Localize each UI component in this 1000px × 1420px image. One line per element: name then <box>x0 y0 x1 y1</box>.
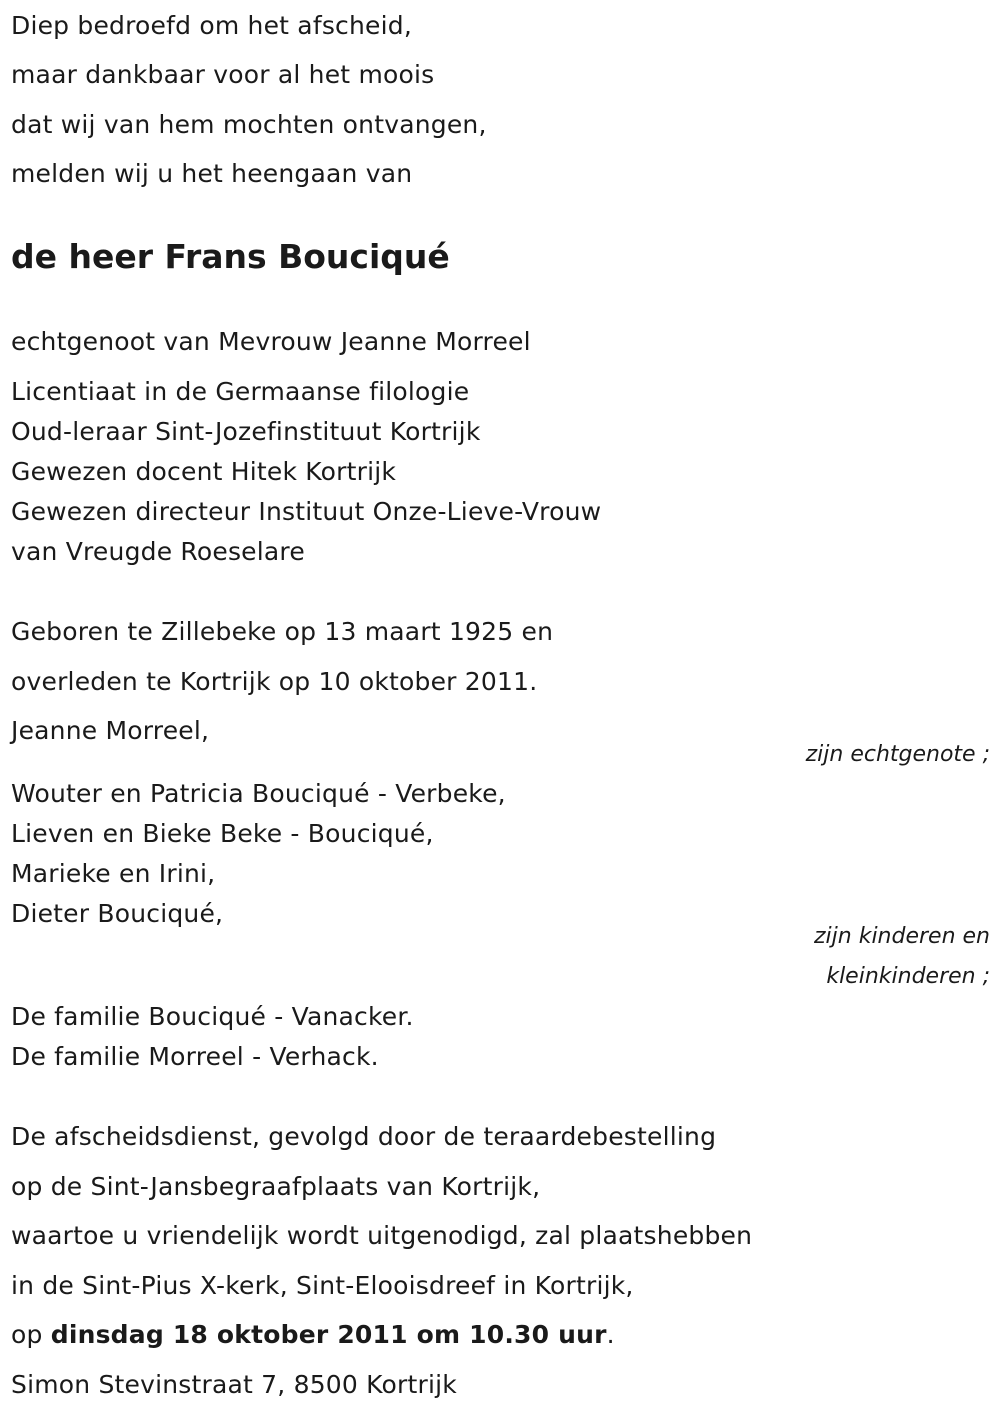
children-relation-2: kleinkinderen ; <box>826 964 990 989</box>
intro-line-3: dat wij van hem mochten ontvangen, <box>11 110 487 139</box>
date-prefix: op <box>11 1320 51 1349</box>
spouse-relation: zijn echtgenote ; <box>805 742 990 767</box>
title-line: Oud-leraar Sint-Jozefinstituut Kortrijk <box>11 417 481 446</box>
ceremony-line-2: op de Sint-Jansbegraafplaats van Kortrijk, <box>11 1172 541 1201</box>
date-suffix: . <box>606 1320 615 1349</box>
children-relation-1: zijn kinderen en <box>814 924 990 949</box>
ceremony-line-4: in de Sint-Pius X-kerk, Sint-Elooisdreef in Kortrijk, <box>11 1271 634 1300</box>
child-line: Marieke en Irini, <box>11 859 216 888</box>
intro-line-2: maar dankbaar voor al het moois <box>11 60 435 89</box>
title-line: van Vreugde Roeselare <box>11 537 305 566</box>
family-line: De familie Bouciqué - Vanacker. <box>11 1002 414 1031</box>
child-line: Dieter Bouciqué, <box>11 899 224 928</box>
child-line: Wouter en Patricia Bouciqué - Verbeke, <box>11 779 506 808</box>
title-line: Gewezen docent Hitek Kortrijk <box>11 457 397 486</box>
ceremony-line-3: waartoe u vriendelijk wordt uitgenodigd, zal plaatshebben <box>11 1221 753 1250</box>
title-line: Licentiaat in de Germaanse filologie <box>11 377 470 406</box>
address: Simon Stevinstraat 7, 8500 Kortrijk <box>11 1370 457 1399</box>
ceremony-line-1: De afscheidsdienst, gevolgd door de teraardebestelling <box>11 1122 717 1151</box>
title-line: Gewezen directeur Instituut Onze-Lieve-Vrouw <box>11 497 602 526</box>
intro-line-1: Diep bedroefd om het afscheid, <box>11 11 412 40</box>
spouse-line: echtgenoot van Mevrouw Jeanne Morreel <box>11 327 531 356</box>
ceremony-date: dinsdag 18 oktober 2011 om 10.30 uur <box>50 1320 607 1349</box>
ceremony-date-line <box>11 1320 615 1350</box>
birth-line: Geboren te Zillebeke op 13 maart 1925 en <box>11 617 554 646</box>
deceased-name: de heer Frans Bouciqué <box>11 237 450 276</box>
death-line: overleden te Kortrijk op 10 oktober 2011. <box>11 667 538 696</box>
intro-line-4: melden wij u het heengaan van <box>11 159 413 188</box>
family-line: De familie Morreel - Verhack. <box>11 1042 379 1071</box>
spouse-name: Jeanne Morreel, <box>11 716 210 745</box>
child-line: Lieven en Bieke Beke - Bouciqué, <box>11 819 434 848</box>
